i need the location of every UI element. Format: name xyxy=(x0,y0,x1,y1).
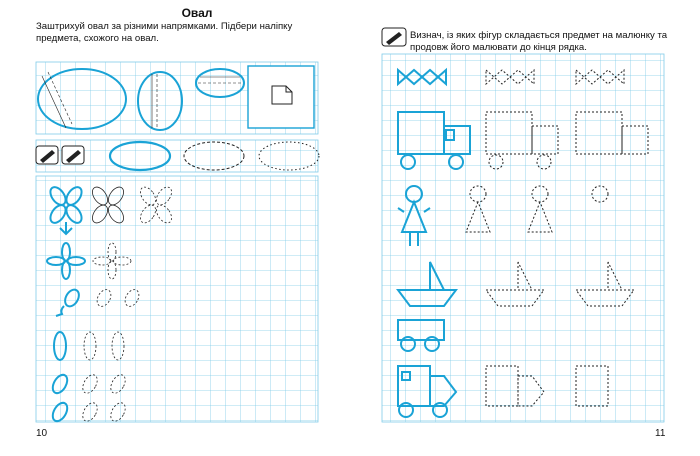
page-number: 11 xyxy=(655,428,666,439)
sticker-box xyxy=(248,66,314,128)
instruction-text: Визнач, із яких фігур складається предмет на малюнку та продовж його малювати до кінця рядка. xyxy=(410,30,668,53)
instruction-text: Заштрихуй овал за різними напрямками. Підбери наліпку предмета, схожого на овал. xyxy=(36,21,293,44)
pencil-icon xyxy=(382,28,406,46)
pencil-icon xyxy=(62,146,84,164)
page-title: Овал xyxy=(181,6,213,20)
page-number: 10 xyxy=(36,428,48,439)
pencil-icon xyxy=(36,146,58,164)
